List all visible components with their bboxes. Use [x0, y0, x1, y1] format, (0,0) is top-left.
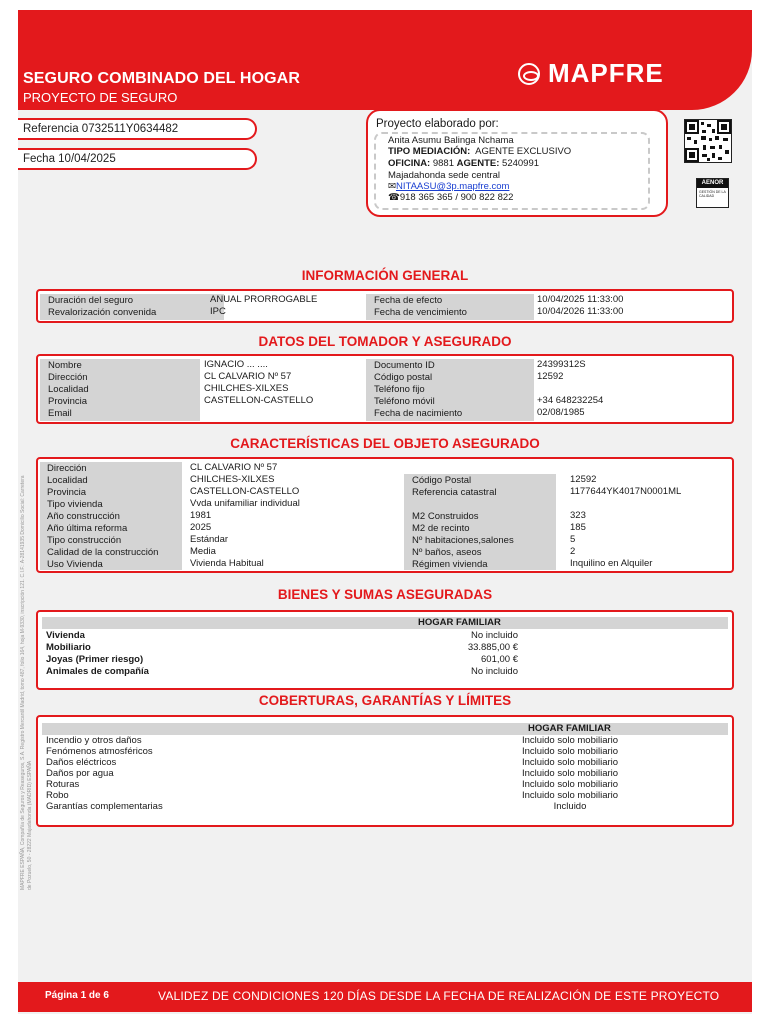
- agente-value: 5240991: [502, 158, 540, 169]
- agent-email-row: [388, 181, 509, 192]
- cobertura-value: Incluido solo mobiliario: [521, 790, 619, 801]
- section-datos-tomador: DATOS DEL TOMADOR Y ASEGURADO: [258, 334, 512, 349]
- validez-text: VALIDEZ DE CONDICIONES 120 DÍAS DESDE LA FECHA DE REALIZACIÓN DE ESTE PROYECTO: [158, 989, 720, 1003]
- agent-oficina: [388, 158, 539, 169]
- objeto-value: Vivienda Habitual: [190, 558, 264, 569]
- cobertura-value: Incluido solo mobiliario: [521, 746, 619, 757]
- cobertura-label: Roturas: [46, 779, 80, 790]
- cobertura-label: Fenómenos atmosféricos: [46, 746, 153, 757]
- tomador-label: Teléfono móvil: [374, 396, 435, 407]
- section-objeto-asegurado: CARACTERÍSTICAS DEL OBJETO ASEGURADO: [230, 436, 540, 451]
- cobertura-value: Incluido solo mobiliario: [521, 779, 619, 790]
- agent-title: Proyecto elaborado por:: [376, 118, 499, 130]
- coberturas-box: [36, 715, 734, 827]
- bienes-column-label: HOGAR FAMILIAR: [418, 617, 501, 628]
- legal-text: MAPFRE ESPAÑA, Compañía de Seguros y Reaseguros, S.A. Registro Mercantil Madrid, tomo 487, folio 164, hoja M-9330, inscripción 121. C.I.F.: A-28141935 Domicilio Social: Carretera de Pozuelo, 50 - 28222 Majadahonda (MADRID) ESPAÑA: [20, 475, 33, 890]
- cobertura-label: Daños por agua: [46, 768, 114, 779]
- tomador-box: [36, 354, 734, 424]
- agent-details: [374, 132, 650, 210]
- section-coberturas: COBERTURAS, GARANTÍAS Y LÍMITES: [258, 693, 512, 708]
- agent-phone-row: [388, 192, 513, 203]
- bienes-value: 33.885,00 €: [467, 642, 518, 653]
- objeto-value: 1981: [190, 510, 212, 521]
- cobertura-label: Garantías complementarias: [46, 801, 163, 812]
- objeto-box: [36, 457, 734, 573]
- section-informacion-general: INFORMACIÓN GENERAL: [301, 268, 469, 283]
- bienes-label: Vivienda: [46, 630, 85, 641]
- fecha-pill: Fecha 10/04/2025: [18, 148, 257, 170]
- bienes-value: No incluido: [471, 666, 518, 677]
- tomador-label: Documento ID: [374, 360, 435, 371]
- objeto-value: Estándar: [190, 534, 229, 545]
- objeto-label: Año última reforma: [47, 523, 128, 534]
- oficina-value: 9881: [432, 158, 454, 169]
- objeto-label: Provincia: [47, 487, 87, 498]
- efecto-label: Fecha de efecto: [374, 295, 443, 306]
- duracion-label: Duración del seguro: [48, 295, 134, 306]
- tomador-label: Teléfono fijo: [374, 384, 425, 395]
- document-page: [18, 10, 752, 1014]
- phone-icon: ☎: [388, 192, 400, 203]
- objeto-label: M2 Construidos: [412, 511, 479, 522]
- mapfre-logo: [518, 58, 664, 89]
- objeto-label: Tipo vivienda: [47, 499, 103, 510]
- page-number: Página 1 de 6: [45, 990, 109, 1001]
- objeto-value: 5: [570, 534, 576, 545]
- objeto-label: Referencia catastral: [412, 487, 497, 498]
- tomador-value: +34 648232254: [537, 395, 604, 406]
- objeto-value: 2025: [190, 522, 212, 533]
- efecto-value: 10/04/2025 11:33:00: [537, 294, 624, 305]
- oficina-label: OFICINA:: [388, 158, 431, 169]
- agent-sede: Majadahonda sede central: [388, 170, 500, 181]
- tomador-value: 12592: [537, 371, 564, 382]
- referencia-pill: Referencia 0732511Y0634482: [18, 118, 257, 140]
- coberturas-column-label: HOGAR FAMILIAR: [528, 723, 611, 734]
- bienes-value: 601,00 €: [481, 654, 518, 665]
- aenor-sub: GESTIÓN DE LA CALIDAD: [699, 190, 726, 198]
- tomador-label: Fecha de nacimiento: [374, 408, 463, 419]
- cobertura-value: Incluido solo mobiliario: [521, 735, 619, 746]
- tomador-value: CASTELLON-CASTELLO: [204, 395, 314, 406]
- bienes-label: Animales de compañía: [46, 666, 149, 677]
- tomador-label: Email: [48, 408, 72, 419]
- cobertura-label: Daños eléctricos: [46, 757, 117, 768]
- objeto-value: 185: [570, 522, 586, 533]
- tomador-label: Provincia: [48, 396, 88, 407]
- general-box: [36, 289, 734, 323]
- objeto-label: Localidad: [47, 475, 88, 486]
- objeto-value: Vvda unifamiliar individual: [190, 498, 300, 509]
- mapfre-logo-icon: [518, 63, 540, 85]
- agent-email-link[interactable]: NITAASU@3p.mapfre.com: [395, 181, 510, 192]
- tipo-value: AGENTE EXCLUSIVO: [475, 146, 572, 157]
- agent-tipo: [388, 146, 571, 157]
- tomador-value: CHILCHES-XILXES: [204, 383, 289, 394]
- document-subtitle: PROYECTO DE SEGURO: [23, 90, 178, 105]
- tomador-label: Localidad: [48, 384, 89, 395]
- agent-box: [366, 109, 668, 217]
- agent-phone: 918 365 365 / 900 822 822: [399, 192, 514, 203]
- cobertura-label: Robo: [46, 790, 69, 801]
- cobertura-value: Incluido solo mobiliario: [521, 757, 619, 768]
- objeto-label: Calidad de la construcción: [47, 547, 159, 558]
- tomador-value: 02/08/1985: [537, 407, 585, 418]
- section-bienes: BIENES Y SUMAS ASEGURADAS: [277, 587, 493, 602]
- cobertura-value: Incluido solo mobiliario: [521, 768, 619, 779]
- tomador-value: 24399312S: [537, 359, 586, 370]
- vencimiento-value: 10/04/2026 11:33:00: [537, 306, 624, 317]
- objeto-value: 323: [570, 510, 586, 521]
- vencimiento-label: Fecha de vencimiento: [374, 307, 467, 318]
- aenor-seal: [696, 178, 729, 208]
- cobertura-label: Incendio y otros daños: [46, 735, 142, 746]
- tomador-value: IGNACIO ... ....: [204, 359, 268, 370]
- revalorizacion-value: IPC: [210, 306, 226, 317]
- bienes-label: Joyas (Primer riesgo): [46, 654, 144, 665]
- objeto-value: Inquilino en Alquiler: [570, 558, 653, 569]
- qr-code: [684, 119, 732, 163]
- objeto-label: Tipo construcción: [47, 535, 122, 546]
- objeto-label: Régimen vivienda: [412, 559, 488, 570]
- objeto-value: 12592: [570, 474, 597, 485]
- objeto-label: Código Postal: [412, 475, 472, 486]
- objeto-value: CHILCHES-XILXES: [190, 474, 275, 485]
- agente-label: AGENTE:: [456, 158, 500, 169]
- tomador-label: Nombre: [48, 360, 82, 371]
- tomador-label: Dirección: [48, 372, 88, 383]
- mail-icon: ✉: [388, 181, 396, 192]
- objeto-label: M2 de recinto: [412, 523, 470, 534]
- bienes-label: Mobiliario: [46, 642, 91, 653]
- aenor-label: AENOR: [697, 179, 728, 188]
- qr-code-icon: [685, 120, 731, 162]
- tipo-label: TIPO MEDIACIÓN:: [388, 146, 471, 157]
- revalorizacion-label: Revalorización convenida: [48, 307, 157, 318]
- footer-bar: [18, 982, 752, 1012]
- objeto-label: Año construcción: [47, 511, 120, 522]
- objeto-value: 1177644YK4017N0001ML: [570, 486, 682, 497]
- document-title: SEGURO COMBINADO DEL HOGAR: [23, 70, 300, 87]
- tomador-label: Código postal: [374, 372, 433, 383]
- objeto-label: Dirección: [47, 463, 87, 474]
- objeto-label: Nº baños, aseos: [412, 547, 482, 558]
- bienes-column-header: [42, 617, 728, 629]
- objeto-label: Uso Vivienda: [47, 559, 103, 570]
- objeto-label: Nº habitaciones,salones: [412, 535, 514, 546]
- tomador-value: CL CALVARIO Nº 57: [204, 371, 292, 382]
- objeto-value: CASTELLON-CASTELLO: [190, 486, 300, 497]
- duracion-value: ANUAL PRORROGABLE: [210, 294, 318, 305]
- bienes-value: No incluido: [471, 630, 518, 641]
- cobertura-value: Incluido: [553, 801, 587, 812]
- bienes-box: [36, 610, 734, 690]
- agent-name: Anita Asumu Balinga Nchama: [388, 135, 514, 146]
- objeto-value: CL CALVARIO Nº 57: [190, 462, 278, 473]
- objeto-value: 2: [570, 546, 576, 557]
- brand-name: MAPFRE: [548, 58, 664, 88]
- objeto-value: Media: [190, 546, 216, 557]
- coberturas-column-header: [42, 723, 728, 735]
